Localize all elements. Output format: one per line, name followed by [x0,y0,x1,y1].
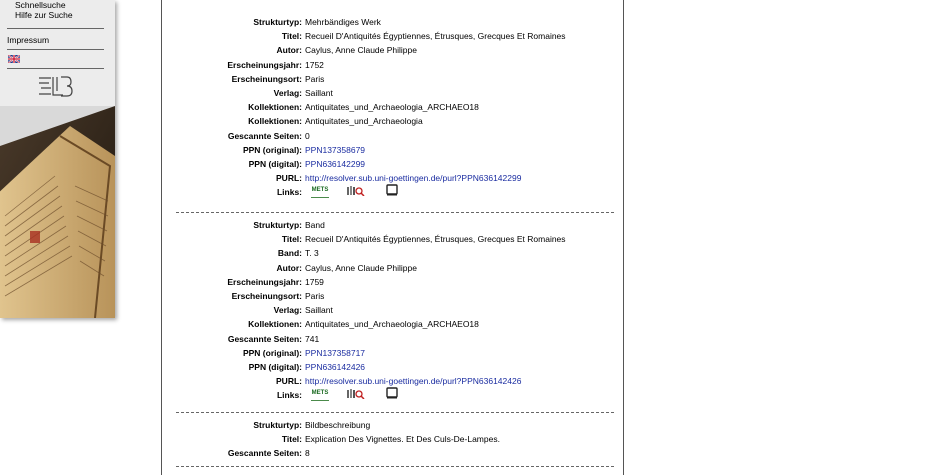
field-label: Gescannte Seiten: [227,333,302,344]
field-row [176,303,616,317]
field-label: Erscheinungsjahr: [227,59,302,70]
field-label: Autor: [276,45,302,56]
sidebar-divider [7,28,104,29]
field-label: Erscheinungsort: [231,73,302,84]
field-row [176,86,616,100]
links-icons [308,386,404,400]
field-value: Caylus, Anne Claude Philippe [305,262,417,273]
field-row [176,317,616,331]
field-label: Band: [277,248,302,259]
mets-text: METS [311,386,330,401]
links-row [176,185,616,205]
field-label: Autor: [276,262,302,273]
field-label: Verlag: [273,87,302,98]
ppn-digital-link[interactable]: PPN636142426 [305,361,366,372]
field-row [176,58,616,72]
field-value: Antiquitates_und_Archaeologia [305,116,423,127]
field-row [176,289,616,303]
field-value: 741 [305,333,320,344]
record-3 [176,418,616,461]
field-label: Gescannte Seiten: [227,448,302,459]
field-label: Gescannte Seiten: [227,130,302,141]
purl-link[interactable]: http://resolver.sub.uni-goettingen.de/purl?PPN636142299 [305,173,522,184]
field-row [176,261,616,275]
field-value: 1752 [305,59,324,70]
book-photo [0,106,115,318]
sidebar-link-impressum[interactable]: Impressum [7,35,50,45]
ppn-original-link[interactable]: PPN137358679 [305,144,366,155]
field-label: Kollektionen: [248,116,302,127]
sidebar-links [15,0,73,20]
field-value: Explication Des Vignettes. Et Des Culs-De-Lampes. [305,434,500,445]
field-value: Band [305,220,325,230]
field-label: Titel: [281,234,302,245]
ppn-original-link[interactable]: PPN137358717 [305,347,366,358]
viewer-icon[interactable] [344,386,368,400]
field-value: Antiquitates_und_Archaeologia_ARCHAEO18 [305,319,479,330]
field-row [176,114,616,128]
main-panel [161,0,624,475]
field-row [176,232,616,246]
field-label: Kollektionen: [248,102,302,113]
field-value: Bildbeschreibung [305,420,371,430]
field-row [176,72,616,86]
field-label: Erscheinungsjahr: [227,276,302,287]
record-separator [176,466,614,467]
pdf-icon[interactable] [380,183,404,197]
field-row [176,100,616,114]
record-1 [176,15,616,205]
sidebar-link-hilfe[interactable]: Hilfe zur Suche [15,10,73,20]
field-value: Mehrbändiges Werk [305,17,381,27]
field-label: PPN (original): [242,347,302,358]
field-value: 8 [305,448,310,459]
field-value: Saillant [305,305,333,316]
field-row [176,143,616,157]
links-icons [308,183,404,197]
field-label: Verlag: [273,305,302,316]
links-label: Links: [276,390,302,401]
field-label: PURL: [276,376,302,387]
links-label: Links: [276,187,302,198]
sidebar-divider [7,68,104,69]
field-row [176,446,616,460]
sidebar-divider [7,49,104,50]
field-value: Paris [305,290,325,301]
field-value: 0 [305,130,310,141]
field-row [176,29,616,43]
field-label: Titel: [281,31,302,42]
field-value: 1759 [305,276,324,287]
field-row [176,129,616,143]
field-label: Strukturtyp: [253,17,302,27]
record-separator [176,212,614,213]
viewer-icon[interactable] [344,183,368,197]
sidebar [0,0,115,318]
pdf-icon[interactable] [380,386,404,400]
mets-icon[interactable] [308,386,332,400]
field-label: PPN (digital): [248,361,302,372]
field-row [176,246,616,260]
links-row [176,388,616,408]
ppn-digital-link[interactable]: PPN636142299 [305,158,366,169]
field-row [176,346,616,360]
field-row [176,218,616,232]
field-row [176,332,616,346]
uk-flag-icon[interactable] [8,55,20,63]
field-value: Paris [305,73,325,84]
field-row [176,15,616,29]
field-value: T. 3 [305,248,319,259]
field-label: PPN (digital): [248,158,302,169]
field-label: Strukturtyp: [253,220,302,230]
mets-icon[interactable] [308,183,332,197]
field-value: Recueil D'Antiquités Égyptiennes, Étrusques, Grecques Et Romaines [305,234,566,245]
field-label: Kollektionen: [248,319,302,330]
field-value: Recueil D'Antiquités Égyptiennes, Étrusques, Grecques Et Romaines [305,31,566,42]
field-value: Antiquitates_und_Archaeologia_ARCHAEO18 [305,102,479,113]
field-value: Caylus, Anne Claude Philippe [305,45,417,56]
field-label: PPN (original): [242,144,302,155]
field-label: Erscheinungsort: [231,290,302,301]
purl-link[interactable]: http://resolver.sub.uni-goettingen.de/purl?PPN636142426 [305,376,522,387]
sidebar-link-schnellsuche[interactable]: Schnellsuche [15,0,66,10]
record-separator [176,412,614,413]
mets-text: METS [311,183,330,198]
field-row [176,418,616,432]
field-row [176,432,616,446]
field-label: PURL: [276,173,302,184]
record-2 [176,218,616,408]
field-label: Strukturtyp: [253,420,302,430]
field-label: Titel: [281,434,302,445]
field-row [176,157,616,171]
field-row [176,275,616,289]
field-row [176,43,616,57]
field-value: Saillant [305,87,333,98]
field-row [176,360,616,374]
sub-logo-icon [37,75,73,99]
